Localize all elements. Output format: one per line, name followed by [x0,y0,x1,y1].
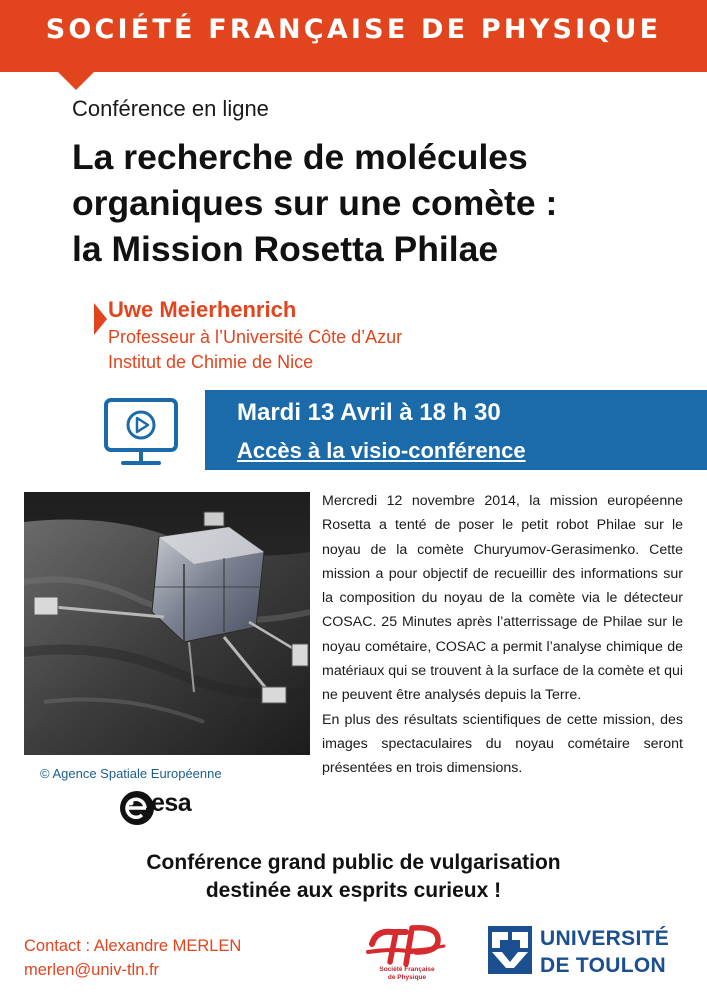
sfp-caption-line: de Physique [387,974,427,981]
sfp-caption [356,966,458,982]
philae-lander-image [24,492,310,755]
speaker-institute: Institut de Chimie de Nice [108,352,314,372]
contact-block [24,934,241,982]
banner-pointer [58,72,94,90]
speaker-name: Uwe Meierhenrich [108,297,297,322]
video-monitor-icon [103,397,179,469]
tagline-line: destinée aux esprits curieux ! [205,879,502,902]
speaker-position: Professeur à l’Université Côte d’Azur [108,327,403,347]
description-paragraph: Mercredi 12 novembre 2014, la mission européenne Rosetta a tenté de poser le petit robot Philae sur le noyau de la comète Churyumov-Gerasimenko. Cette mission a pour objectif de recueillir des informations sur la composition du noyau de la comète via le détecteur COSAC. 25 Minutes après l’atterrissage de Philae sur le noyau cométaire, COSAC a permit l’analyse chimique de matériaux qui se trouvent à la surface de la comète et qui ne peuvent être analysés depuis la Terre. [322,493,683,704]
title-line: la Mission Rosetta Philae [72,229,499,269]
visio-link[interactable]: Accès à la visio-conférence [237,438,526,463]
title-line: La recherche de molécules [72,137,528,177]
description [322,489,683,781]
esa-logo-text: esa [151,789,192,817]
philae-photo [24,492,310,755]
event-date: Mardi 13 Avril à 18 h 30 [237,399,501,426]
tagline [0,849,707,905]
contact-name: Contact : Alexandre MERLEN [24,937,242,955]
speaker-marker-icon [94,303,107,335]
university-line: UNIVERSITÉ [540,927,670,950]
contact-email[interactable]: merlen@univ-tln.fr [24,961,160,979]
sfp-caption-line: Société Française [379,966,435,973]
event-type: Conférence en ligne [72,96,269,121]
photo-credit: © Agence Spatiale Européenne [40,766,222,781]
university-crest-icon [488,926,532,974]
university-line: DE TOULON [540,954,666,977]
organization-name: SOCIÉTÉ FRANÇAISE DE PHYSIQUE [45,14,662,45]
event-title [72,134,557,272]
description-paragraph: En plus des résultats scientifiques de cette mission, des images spectaculaires du noyau cométaire seront présentées en trois dimensions. [322,711,683,777]
title-line: organiques sur une comète : [72,183,558,223]
tagline-line: Conférence grand public de vulgarisation [146,851,561,874]
university-name [540,925,669,979]
